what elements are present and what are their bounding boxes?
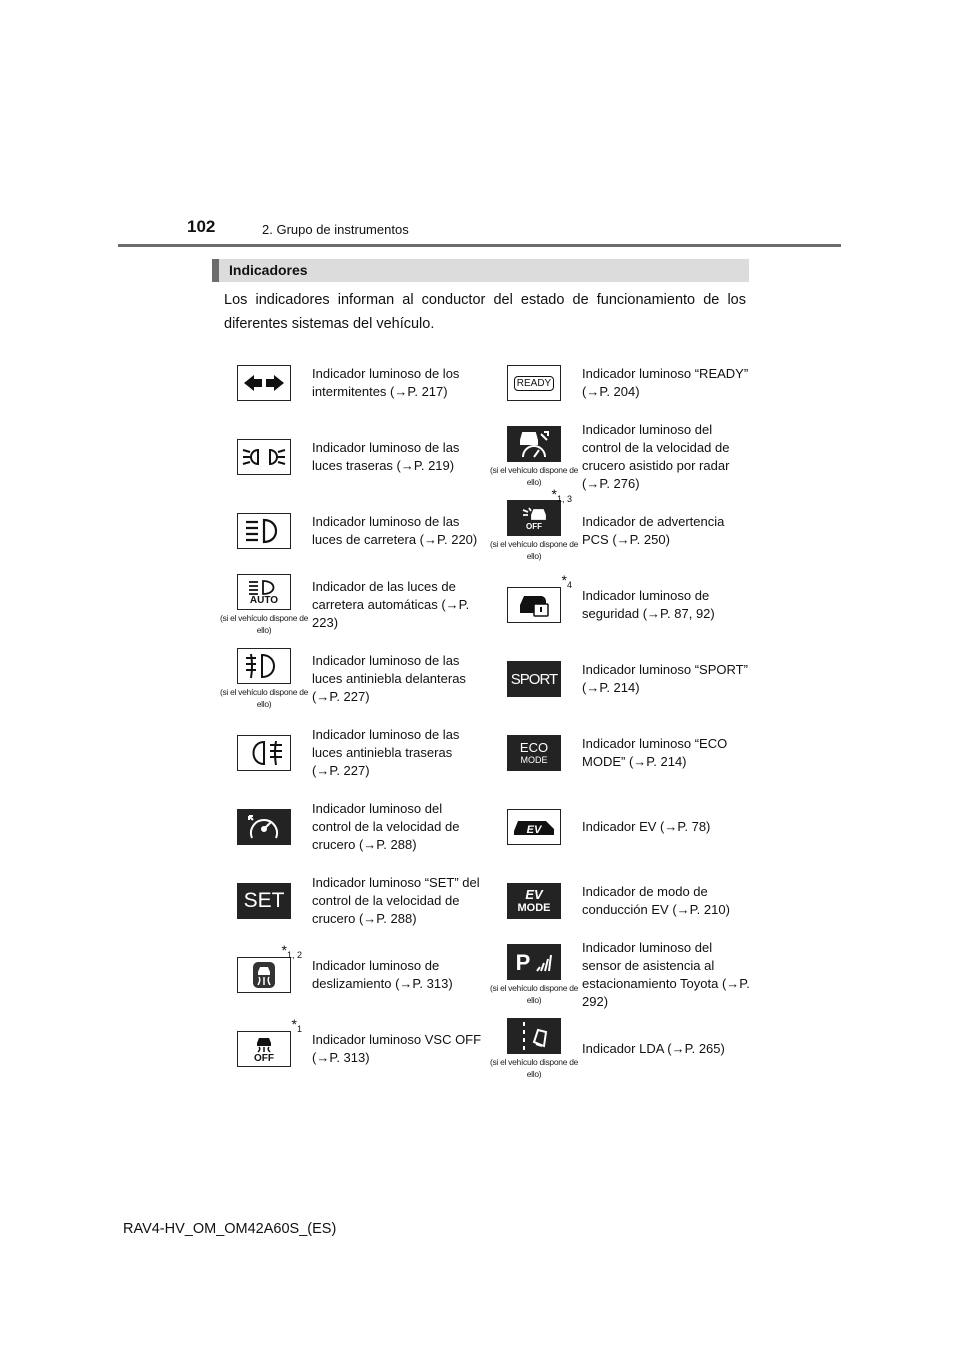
indicator-row-2-left (216, 420, 486, 494)
document-code: RAV4-HV_OM_OM42A60S_(ES) (123, 1221, 337, 1237)
slip-indicator-icon (237, 957, 291, 993)
footnote-reference: $*_{1, 2}$ (281, 942, 302, 961)
sport-label: SPORT (510, 670, 558, 688)
rear-fog-icon (237, 735, 291, 771)
cruise-set-icon (237, 883, 291, 919)
section-title: Indicadores (229, 262, 308, 278)
indicator-row-10-left (216, 1012, 486, 1086)
lda-icon (507, 1018, 561, 1054)
ready-text-icon (507, 365, 561, 401)
chapter-title: 2. Grupo de instrumentos (262, 222, 409, 237)
indicator-row-5-left (216, 642, 486, 716)
indicator-description: Indicador luminoso de las luces de carretera (→P. 220) (312, 514, 478, 547)
indicator-description: Indicador luminoso de seguridad (→P. 87, 92) (582, 588, 715, 621)
indicator-description: Indicador EV (→P. 78) (582, 819, 711, 834)
radar-cruise-control-icon (507, 426, 561, 462)
tail-lights-icon (237, 439, 291, 475)
availability-note: (si el vehículo dispone de ello) (489, 983, 579, 1005)
indicator-row-3-left (216, 494, 486, 568)
auto-label: AUTO (249, 594, 279, 606)
indicator-description: Indicador luminoso “ECO MODE” (→P. 214) (582, 736, 728, 769)
section-bar (212, 259, 749, 282)
indicator-description: Indicador luminoso VSC OFF (→P. 313) (312, 1032, 482, 1065)
turn-signal-arrows-icon (237, 365, 291, 401)
front-fog-icon (237, 648, 291, 684)
indicator-description: Indicador luminoso del control de la velocidad de crucero (→P. 288) (312, 801, 460, 852)
parking-sensor-icon (507, 944, 561, 980)
ev-label: EV (526, 824, 542, 836)
vsc-off-label: OFF (254, 1052, 274, 1064)
footnote-reference: $*_4$ (561, 572, 572, 591)
indicator-description: Indicador de modo de conducción EV (→P. 210) (582, 884, 730, 917)
indicator-table (216, 346, 756, 1086)
indicator-row-4-left (216, 568, 486, 642)
indicator-row-8-right (486, 864, 756, 938)
footnote-reference: $*_{1, 3}$ (551, 486, 572, 505)
availability-note: (si el vehículo dispone de ello) (489, 539, 579, 561)
indicator-row-2-right (486, 420, 756, 494)
cruise-control-icon (237, 809, 291, 845)
pcs-off-icon (507, 500, 561, 536)
indicator-row-7-left (216, 790, 486, 864)
indicator-description: Indicador luminoso de deslizamiento (→P. 313) (312, 958, 453, 991)
eco-mode-icon (507, 735, 561, 771)
availability-note: (si el vehículo dispone de ello) (489, 465, 579, 487)
evmode-ev-label: EV (525, 887, 543, 902)
indicator-description: Indicador luminoso del control de la velocidad de crucero asistido por radar (→P. 276) (582, 422, 730, 491)
indicator-description: Indicador luminoso de las luces antiniebla traseras (→P. 227) (312, 727, 460, 778)
footnote-reference: $*_1$ (291, 1016, 302, 1035)
indicator-description: Indicador de advertencia PCS (→P. 250) (582, 514, 725, 547)
high-beam-icon (237, 513, 291, 549)
eco-label: ECO (519, 739, 549, 755)
indicator-description: Indicador luminoso del sensor de asistencia al estacionamiento Toyota (→P. 292) (582, 940, 750, 1009)
indicator-row-6-right (486, 716, 756, 790)
vsc-off-icon (237, 1031, 291, 1067)
availability-note: (si el vehículo dispone de ello) (489, 1057, 579, 1079)
auto-high-beam-icon (237, 574, 291, 610)
sport-mode-icon (507, 661, 561, 697)
indicator-row-1-left (216, 346, 486, 420)
intro-paragraph: Los indicadores informan al conductor del estado de funcionamiento de los diferentes sistemas del vehículo. (224, 292, 746, 332)
indicator-description: Indicador luminoso “SPORT” (→P. 214) (582, 662, 748, 695)
security-lock-icon (507, 587, 561, 623)
set-label: SET (243, 889, 285, 912)
availability-note: (si el vehículo dispone de ello) (219, 687, 309, 709)
indicator-row-6-left (216, 716, 486, 790)
indicator-row-5-right (486, 642, 756, 716)
indicator-description: Indicador luminoso “SET” del control de la velocidad de crucero (→P. 288) (312, 875, 480, 926)
indicator-description: Indicador luminoso “READY” (→P. 204) (582, 366, 749, 399)
indicator-row-1-right (486, 346, 756, 420)
ev-mode-icon (507, 883, 561, 919)
indicator-description: Indicador luminoso de las luces antiniebla delanteras (→P. 227) (312, 653, 466, 704)
pcs-off-label: OFF (526, 521, 542, 531)
evmode-mode-label: MODE (517, 902, 551, 914)
indicator-row-10-right (486, 1012, 756, 1086)
indicator-row-8-left (216, 864, 486, 938)
header-rule (118, 244, 841, 247)
ready-label: READY (514, 376, 554, 391)
eco-mode-label: MODE (520, 754, 548, 765)
indicator-row-9-right (486, 938, 756, 1012)
indicator-row-4-right (486, 568, 756, 642)
indicator-row-9-left (216, 938, 486, 1012)
ev-icon (507, 809, 561, 845)
indicator-description: Indicador LDA (→P. 265) (582, 1041, 725, 1056)
parking-label: P (515, 950, 531, 975)
indicator-description: Indicador luminoso de los intermitentes (→P. 217) (312, 366, 460, 399)
page-number: 102 (187, 217, 216, 236)
indicator-row-3-right (486, 486, 756, 568)
indicator-row-7-right (486, 790, 756, 864)
indicator-description: Indicador de las luces de carretera automáticas (→P. 223) (312, 579, 470, 630)
availability-note: (si el vehículo dispone de ello) (219, 613, 309, 635)
indicator-description: Indicador luminoso de las luces traseras (→P. 219) (312, 440, 460, 473)
